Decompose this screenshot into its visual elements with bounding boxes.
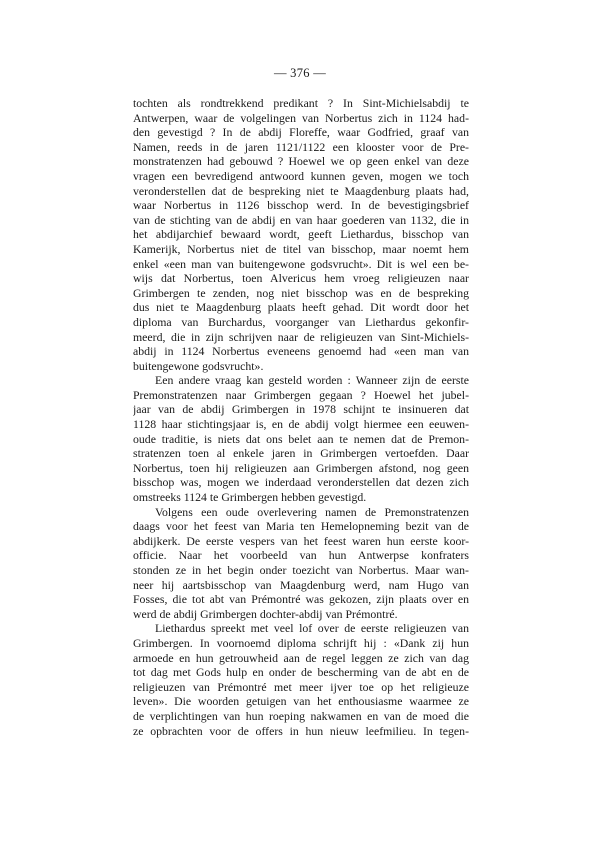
text-line: veronderstellen dat de bespreking niet te Maagdenburg plaats had, (133, 183, 469, 198)
text-line: abdij in 1124 Norbertus eveneens genoemd had «een man van (133, 344, 469, 359)
paragraph (133, 373, 469, 504)
text-line: het abdijarchief bewaard wordt, geeft Liethardus, bisschop van (133, 227, 469, 242)
text-line: Liethardus spreekt met veel lof over de eerste religieuzen van (155, 621, 469, 636)
text-line: werd de abdij Grimbergen dochter-abdij van Prémontré. (133, 606, 398, 621)
text-line: meerd, die in zijn schrijven naar de religieuzen van Sint-Michiels- (133, 329, 469, 344)
text-line: waar Norbertus in 1126 bisschop werd. In de bevestigingsbrief (133, 198, 469, 213)
paragraph (133, 96, 469, 373)
text-line: monstratenzen had gebouwd ? Hoewel we op geen enkel van deze (133, 154, 469, 169)
text-line: Kamerijk, Norbertus niet de titel van bisschop, maar noemt hem (133, 241, 469, 256)
text-line: dus niet te Maagdenburg plaats heeft gehad. Dit wordt door het (133, 300, 469, 315)
text-line: 1128 haar stichtingsjaar is, en de abdij volgt hiermee een eeuwen- (133, 417, 469, 432)
text-line: oude traditie, is niets dat ons belet aan te nemen dat de Premon- (133, 431, 469, 446)
text-line: officie. Naar het voorbeeld van hun Antwerpse konfraters (133, 548, 469, 563)
text-line: Namen, reeds in de jaren 1121/1122 een klooster voor de Pre- (133, 139, 469, 154)
text-line: stratenzen toen al enkele jaren in Grimbergen vertoefden. Daar (133, 446, 469, 461)
text-line: bisschop was, mogen we inderdaad veronderstellen dat dezen zich (133, 475, 469, 490)
page-number: — 376 — (273, 66, 327, 80)
text-line: den gevestigd ? In de abdij Floreffe, waar Godfried, graaf van (133, 125, 469, 140)
text-line: tot dag met Gods hulp en onder de bescherming van de abt en de (133, 665, 469, 680)
text-line: Volgens een oude overlevering namen de Premonstratenzen (155, 504, 469, 519)
text-line: Een andere vraag kan gesteld worden : Wanneer zijn de eerste (155, 373, 469, 388)
paragraph (133, 505, 469, 622)
paragraph (133, 621, 469, 738)
text-line: abdijkerk. De eerste vespers van het feest waren hun eerste koor- (133, 533, 469, 548)
text-line: armoede en hun getrouwheid aan de regel leggen ze zich van dag (133, 650, 469, 665)
text-line: jaar van de abdij Grimbergen in 1978 schijnt te insinueren dat (133, 402, 469, 417)
text-line: Antwerpen, waar de volgelingen van Norbertus zich in 1124 had- (133, 110, 469, 125)
text-line: Norbertus, toen hij religieuzen aan Grimbergen afstond, nog geen (133, 460, 469, 475)
body-text (133, 96, 469, 738)
text-line: omstreeks 1124 te Grimbergen hebben gevestigd. (133, 490, 367, 505)
text-line: daags voor het feest van Maria ten Hemelopneming bezit van de (133, 519, 469, 534)
text-line: wijs dat Norbertus, toen Alvericus hem vroeg religieuzen naar (133, 271, 469, 286)
text-line: ze opbrachten voor de offers in hun nieuw leefmilieu. In tegen- (133, 723, 469, 738)
text-line: van de stichting van de abdij en van haar goederen van 1132, die in (133, 212, 469, 227)
text-line: Grimbergen te zenden, nog niet bisschop was en de bespreking (133, 285, 469, 300)
text-line: Grimbergen. In voornoemd diploma schrijft hij : «Dank zij hun (133, 635, 469, 650)
text-line: Premonstratenzen naar Grimbergen gegaan ? Hoewel het jubel- (133, 387, 469, 402)
text-line: tochten als rondtrekkend predikant ? In Sint-Michielsabdij te (133, 96, 469, 110)
text-line: enkel «een man van buitengewone godsvrucht». Dit is wel een be- (133, 256, 469, 271)
text-line: stonden ze in het begin onder toezicht van Norbertus. Maar wan- (133, 563, 469, 577)
text-line: diploma van Burchardus, voorganger van Liethardus gekonfir- (133, 314, 469, 329)
text-line: Fosses, die tot abt van Prémontré was gekozen, zijn plaats over en (133, 592, 469, 607)
text-line: neer hij aartsbisschop van Maagdenburg werd, nam Hugo van (133, 577, 469, 592)
text-line: vragen een bevredigend antwoord kunnen geven, mogen we toch (133, 168, 469, 183)
text-line: leven». Die woorden getuigen van het enthousiasme waarmee ze (133, 694, 469, 709)
text-line: religieuzen van Prémontré met meer ijver toe op het religieuze (133, 679, 469, 694)
text-line: de verplichtingen van hun roeping nakwamen en van de moed die (133, 708, 469, 723)
text-line: buitengewone godsvrucht». (133, 358, 264, 373)
